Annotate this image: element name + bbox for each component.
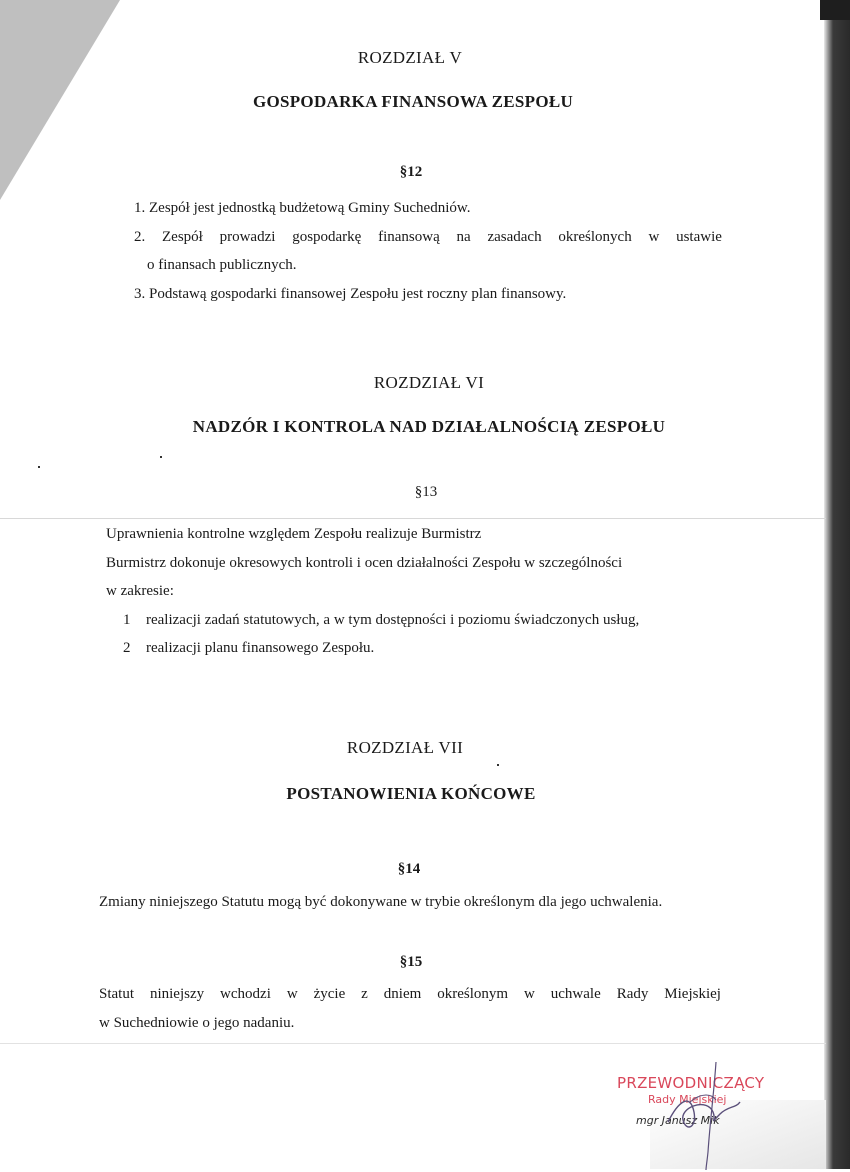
page-corner-fold xyxy=(0,0,120,200)
word: ustawie xyxy=(676,229,722,245)
chapter-heading: GOSPODARKA FINANSOWA ZESPOŁU xyxy=(252,92,574,111)
scan-right-edge-top xyxy=(820,0,850,20)
word: dniem xyxy=(383,986,422,1002)
word: gospodarkę xyxy=(292,229,362,245)
scan-right-edge xyxy=(824,0,850,1169)
body-line: Zmiany niniejszego Statutu mogą być dokonywane w trybie określonym dla jego uchwalenia. xyxy=(99,894,663,910)
list-item: realizacji planu finansowego Zespołu. xyxy=(146,640,375,656)
scan-speck xyxy=(497,764,499,766)
list-item xyxy=(134,229,722,246)
body-line: w Suchedniowie o jego nadaniu. xyxy=(99,1015,295,1031)
word: określonych xyxy=(558,229,632,245)
word: niniejszy xyxy=(149,986,205,1002)
body-line: w zakresie: xyxy=(106,583,174,599)
paragraph-number: §15 xyxy=(399,954,423,970)
list-number: 1 xyxy=(123,612,131,628)
list-number: 2 xyxy=(123,640,131,656)
scan-line xyxy=(0,518,826,519)
word: w xyxy=(648,229,660,245)
word: finansową xyxy=(378,229,440,245)
list-item-continuation: o finansach publicznych. xyxy=(147,257,297,273)
word: Miejskiej xyxy=(664,986,721,1002)
list-item: 1. Zespół jest jednostką budżetową Gminy Suchedniów. xyxy=(134,200,471,216)
scan-speck xyxy=(38,466,40,468)
paragraph-number: §13 xyxy=(414,484,438,500)
word: 2. xyxy=(134,229,146,245)
scan-line xyxy=(0,1043,826,1044)
body-line xyxy=(99,986,721,1003)
word: zasadach xyxy=(487,229,542,245)
list-item: realizacji zadań statutowych, a w tym dostępności i poziomu świadczonych usług, xyxy=(146,612,640,628)
chapter-title: ROZDZIAŁ VI xyxy=(373,373,485,392)
word: życie xyxy=(313,986,346,1002)
word: Statut xyxy=(99,986,135,1002)
word: prowadzi xyxy=(219,229,276,245)
chapter-title: ROZDZIAŁ V xyxy=(357,48,463,67)
word: wchodzi xyxy=(220,986,271,1002)
word: z xyxy=(361,986,368,1002)
word: Zespół xyxy=(162,229,203,245)
scan-speck xyxy=(160,456,162,458)
word: określonym xyxy=(437,986,509,1002)
word: uchwale xyxy=(550,986,601,1002)
stamp-name: mgr Janusz Mik xyxy=(636,1114,720,1127)
handwritten-signature xyxy=(650,1062,760,1172)
list-item: 3. Podstawą gospodarki finansowej Zespołu jest roczny plan finansowy. xyxy=(134,286,567,302)
body-line: Burmistrz dokonuje okresowych kontroli i ocen działalności Zespołu w szczególności xyxy=(106,555,623,571)
chapter-title: ROZDZIAŁ VII xyxy=(346,738,464,757)
chapter-heading: POSTANOWIENIA KOŃCOWE xyxy=(286,784,536,803)
word: w xyxy=(286,986,298,1002)
word: Rady xyxy=(616,986,649,1002)
word: w xyxy=(523,986,535,1002)
paragraph-number: §12 xyxy=(399,164,423,180)
word: na xyxy=(456,229,471,245)
chapter-heading: NADZÓR I KONTROLA NAD DZIAŁALNOŚCIĄ ZESPOŁU xyxy=(192,417,666,436)
stamp-title: PRZEWODNICZĄCY xyxy=(617,1074,765,1092)
stamp-subtitle: Rady Miejskiej xyxy=(648,1093,727,1106)
body-line: Uprawnienia kontrolne względem Zespołu realizuje Burmistrz xyxy=(106,526,482,542)
paragraph-number: §14 xyxy=(397,861,421,877)
